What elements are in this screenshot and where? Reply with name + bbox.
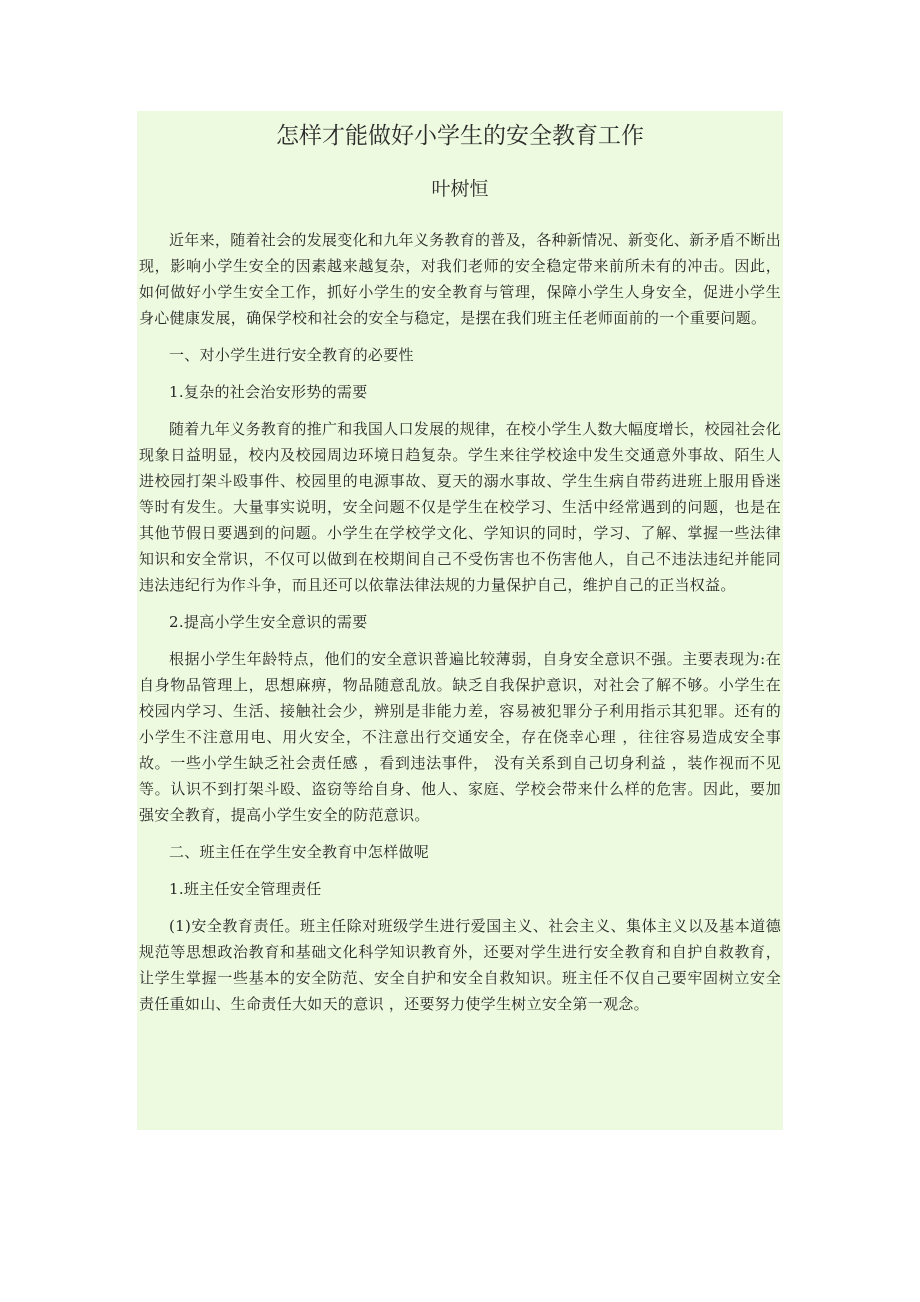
subsection-heading-1-1: 1.复杂的社会治安形势的需要 — [169, 383, 368, 401]
paragraph-social-security: 随着九年义务教育的推广和我国人口发展的规律，在校小学生人数大幅度增长，校园社会化现象日益明显，校内及校园周边环境日趋复杂。学生来往学校途中发生交通意外事故、陌生人进校园打架斗殴事件、校园里的电源事故、夏天的溺水事故、学生生病自带药进班上服用昏迷等时有发生。大量事实说明，安全问题不仅是学生在校学习、生活中经常遇到的问题，也是在其他节假日要遇到的问题。小学生在学校学文化、学知识的同时，学习、了解、掌握一些法律知识和安全常识，不仅可以做到在校期间自己不受伤害也不伤害他人，自己不违法违纪并能同违法违纪行为作斗争，而且还可以依靠法律法规的力量保护自己，维护自己的正当权益。 — [139, 420, 782, 594]
subsection-heading-2-1: 1.班主任安全管理责任 — [169, 880, 322, 898]
document-page — [137, 111, 783, 1130]
document-title: 怎样才能做好小学生的安全教育工作 — [276, 123, 644, 149]
section-heading-2: 二、班主任在学生安全教育中怎样做呢 — [169, 843, 430, 861]
paragraph-intro: 近年来，随着社会的发展变化和九年义务教育的普及，各种新情况、新变化、新矛盾不断出现，影响小学生安全的因素越来越复杂，对我们老师的安全稳定带来前所未有的冲击。因此，如何做好小学生安全工作，抓好小学生的安全教育与管理，保障小学生人身安全，促进小学生身心健康发展，确保学校和社会的安全与稳定，是摆在我们班主任老师面前的一个重要问题。 — [139, 231, 782, 327]
document-body — [139, 227, 781, 1017]
paragraph-education-responsibility: (1)安全教育责任。班主任除对班级学生进行爱国主义、社会主义、集体主义以及基本道德规范等思想政治教育和基础文化科学知识教育外，还要对学生进行安全教育和自护自救教育，让学生掌握一些基本的安全防范、安全自护和安全自救知识。班主任不仅自己要牢固树立安全责任重如山、生命责任大如天的意识 ，还要努力使学生树立安全第一观念。 — [139, 917, 781, 1013]
document-author: 叶树恒 — [431, 178, 489, 200]
subsection-heading-1-2: 2.提高小学生安全意识的需要 — [169, 613, 368, 631]
section-heading-1: 一、对小学生进行安全教育的必要性 — [169, 346, 414, 364]
paragraph-safety-awareness: 根据小学生年龄特点，他们的安全意识普遍比较薄弱，自身安全意识不强。主要表现为:在自身物品管理上，思想麻痹，物品随意乱放。缺乏自我保护意识，对社会了解不够。小学生在校园内学习、生活、接触社会少，辨别是非能力差，容易被犯罪分子利用指示其犯罪。还有的小学生不注意用电、用火安全，不注意出行交通安全，存在侥幸心理 ，往往容易造成安全事故。一些小学生缺乏社会责任感 ，看到违法事件， 没有关系到自己切身利益 ，装作视而不见等。认识不到打架斗殴、盗窃等给自身、他人、家庭、学校会带来什么样的危害。因此，要加强安全教育，提高小学生安全的防范意识。 — [139, 650, 781, 824]
